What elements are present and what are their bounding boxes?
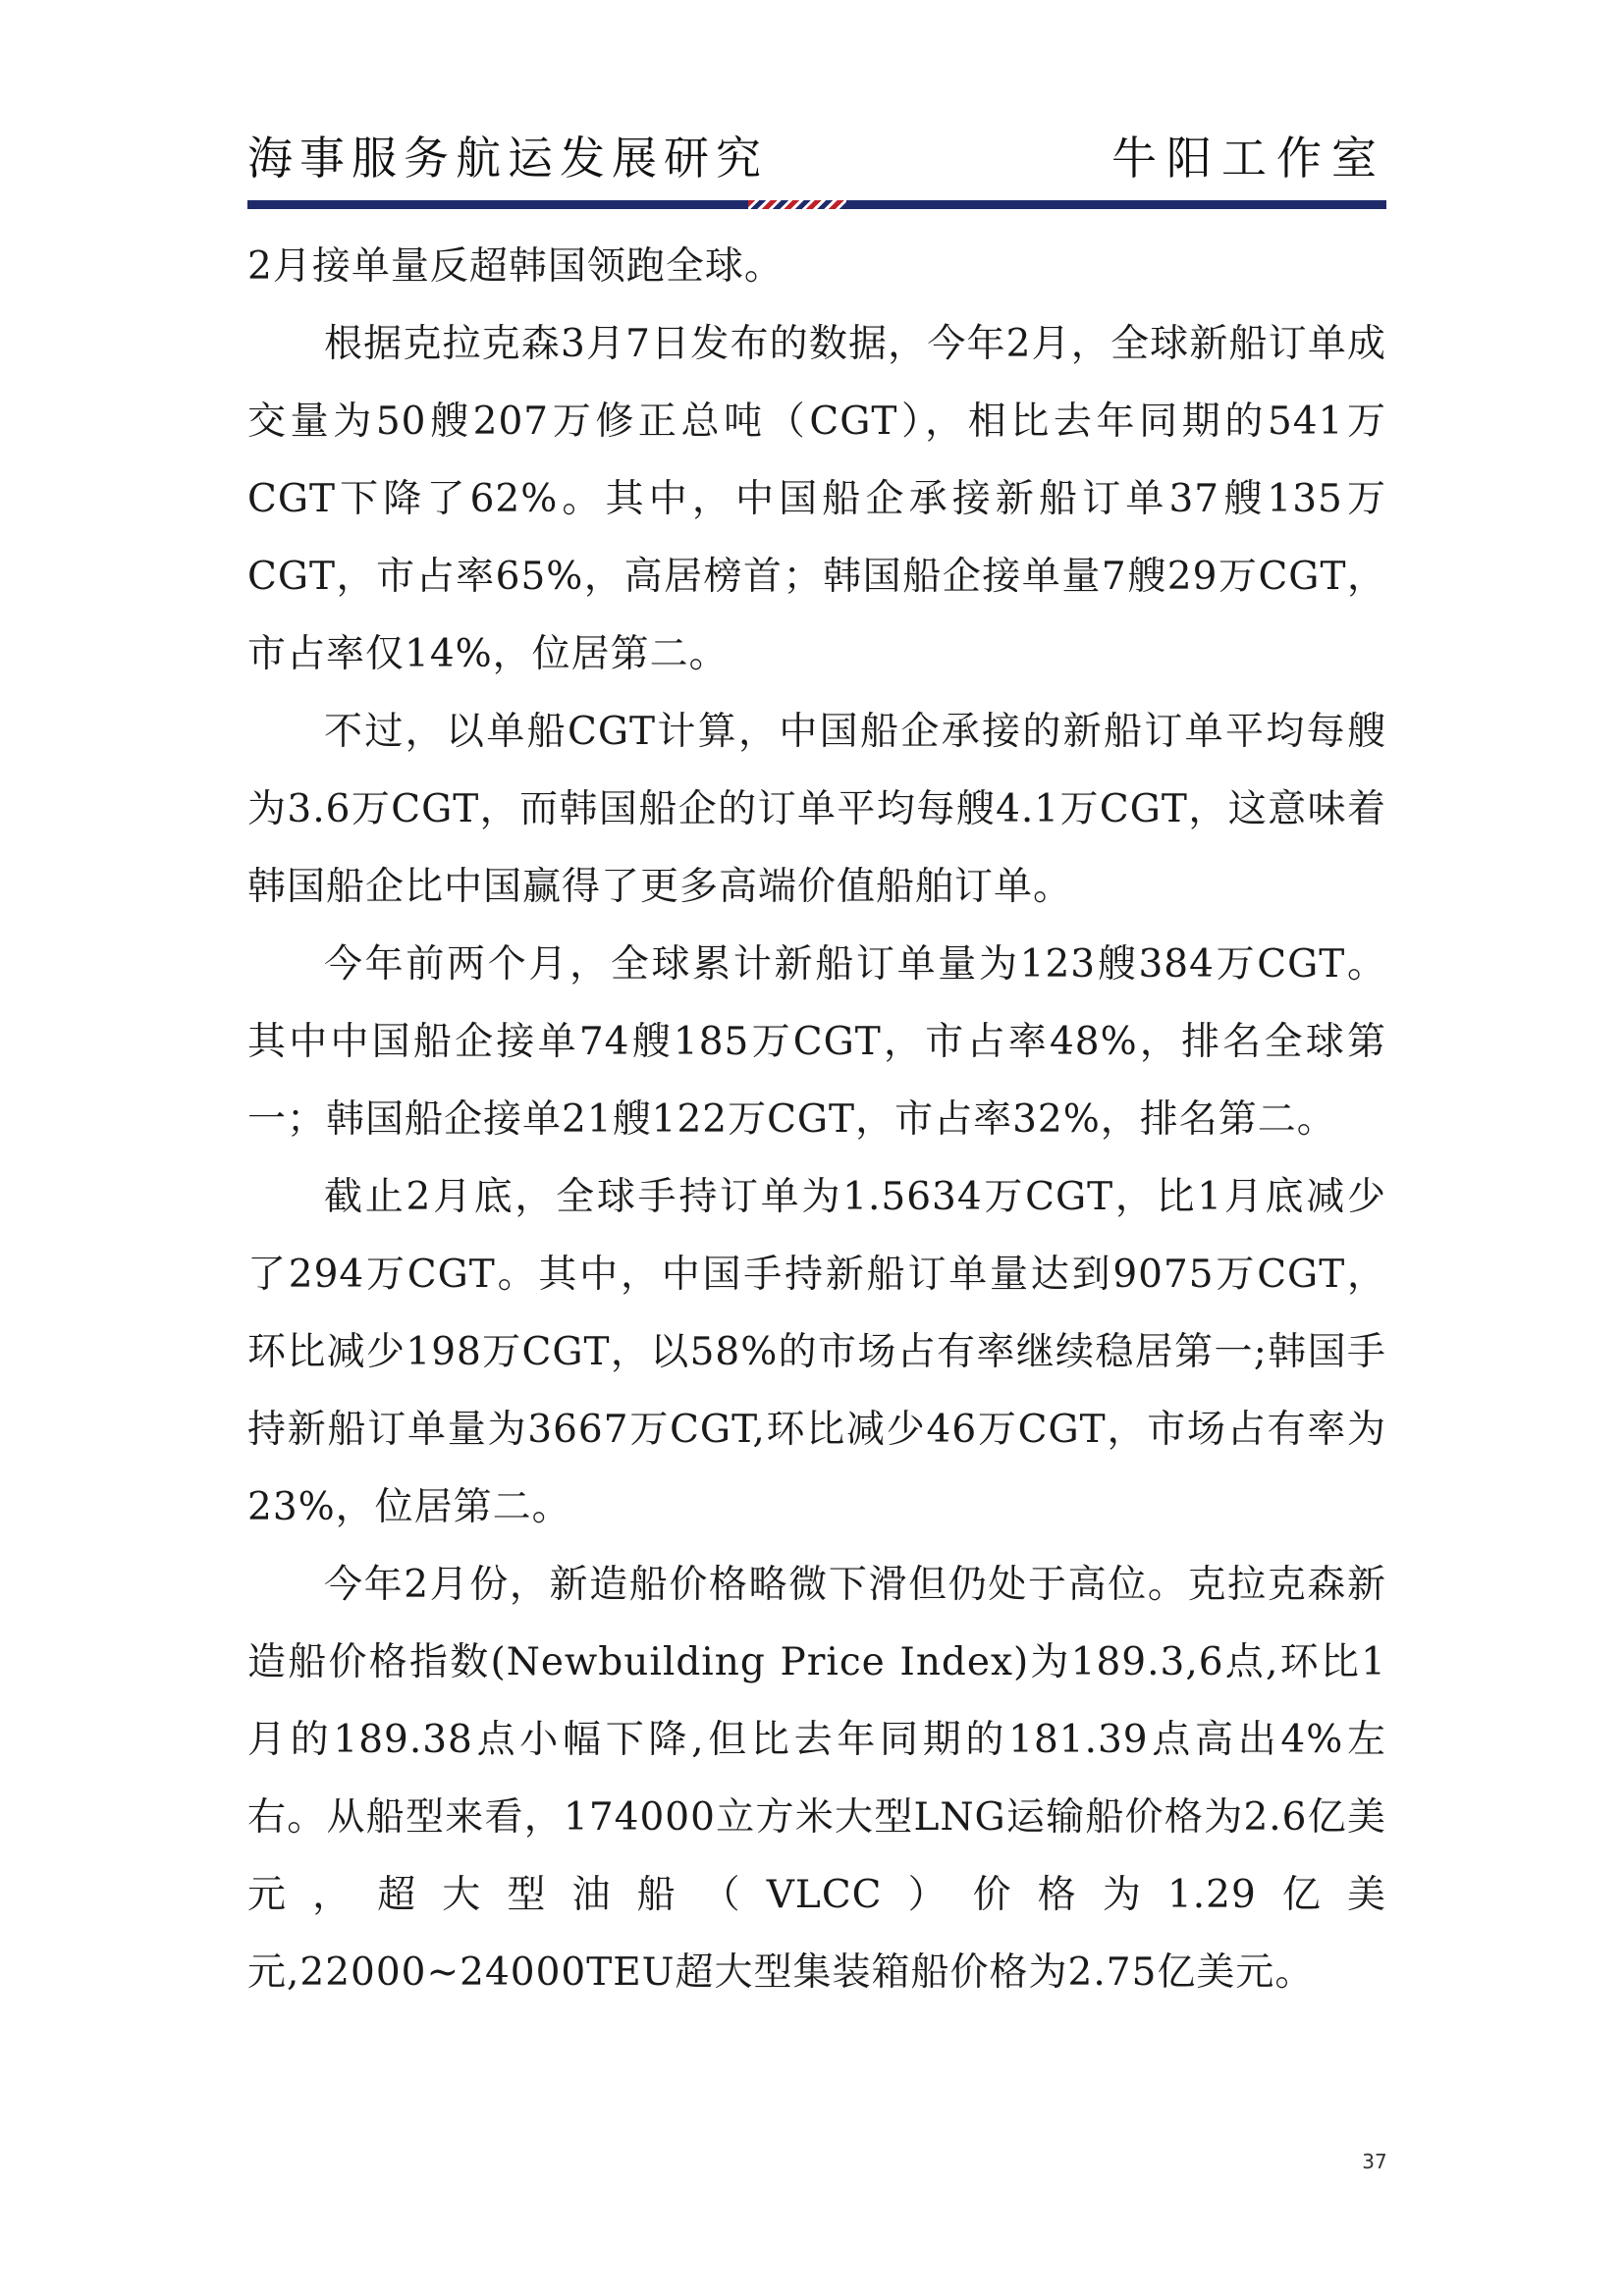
paragraph-newbuilding-price: 今年2月份，新造船价格略微下滑但仍处于高位。克拉克森新造船价格指数(Newbuilding Price Index)为189.3,6点,环比1月的189.38点小幅下降,但比去年同期的181.39点高出4%左右。从船型来看，174000立方米大型LNG运输船价格为2.6亿美元，超大型油船（VLCC）价格为1.29亿美元,22000~24000TEU超大型集装箱船价格为2.75亿美元。: [247, 1563, 1386, 1995]
paragraph-feb-orders: 根据克拉克森3月7日发布的数据，今年2月，全球新船订单成交量为50艘207万修正总吨（CGT），相比去年同期的541万CGT下降了62%。其中，中国船企承接新船订单37艘135万CGT，市占率65%，高居榜首；韩国船企接单量7艘29万CGT，市占率仅14%，位居第二。: [247, 322, 1386, 676]
page-header: [247, 128, 1386, 188]
body-text: [247, 228, 1386, 2011]
header-title-left: 海事服务航运发展研究: [247, 132, 768, 185]
page-number: 37: [1362, 2150, 1387, 2173]
paragraph-average-cgt: 不过，以单船CGT计算，中国船企承接的新船订单平均每艘为3.6万CGT，而韩国船企的订单平均每艘4.1万CGT，这意味着韩国船企比中国赢得了更多高端价值船舶订单。: [247, 710, 1386, 909]
paragraph-two-month-total: 今年前两个月，全球累计新船订单量为123艘384万CGT。其中中国船企接单74艘185万CGT，市占率48%，排名全球第一；韩国船企接单21艘122万CGT，市占率32%，排名第二。: [247, 942, 1386, 1142]
divider-accent-stripes: [748, 200, 846, 209]
paragraph-continuation: 2月接单量反超韩国领跑全球。: [247, 244, 784, 289]
header-divider: [247, 200, 1386, 209]
header-title-right: 牛阳工作室: [1111, 132, 1386, 185]
divider-bar-right: [846, 200, 1386, 209]
divider-bar-left: [247, 200, 748, 209]
paragraph-orderbook: 截止2月底，全球手持订单为1.5634万CGT，比1月底减少了294万CGT。其中，中国手持新船订单量达到9075万CGT，环比减少198万CGT，以58%的市场占有率继续稳居第一;韩国手持新船订单量为3667万CGT,环比减少46万CGT，市场占有率为23%，位居第二。: [247, 1175, 1386, 1529]
